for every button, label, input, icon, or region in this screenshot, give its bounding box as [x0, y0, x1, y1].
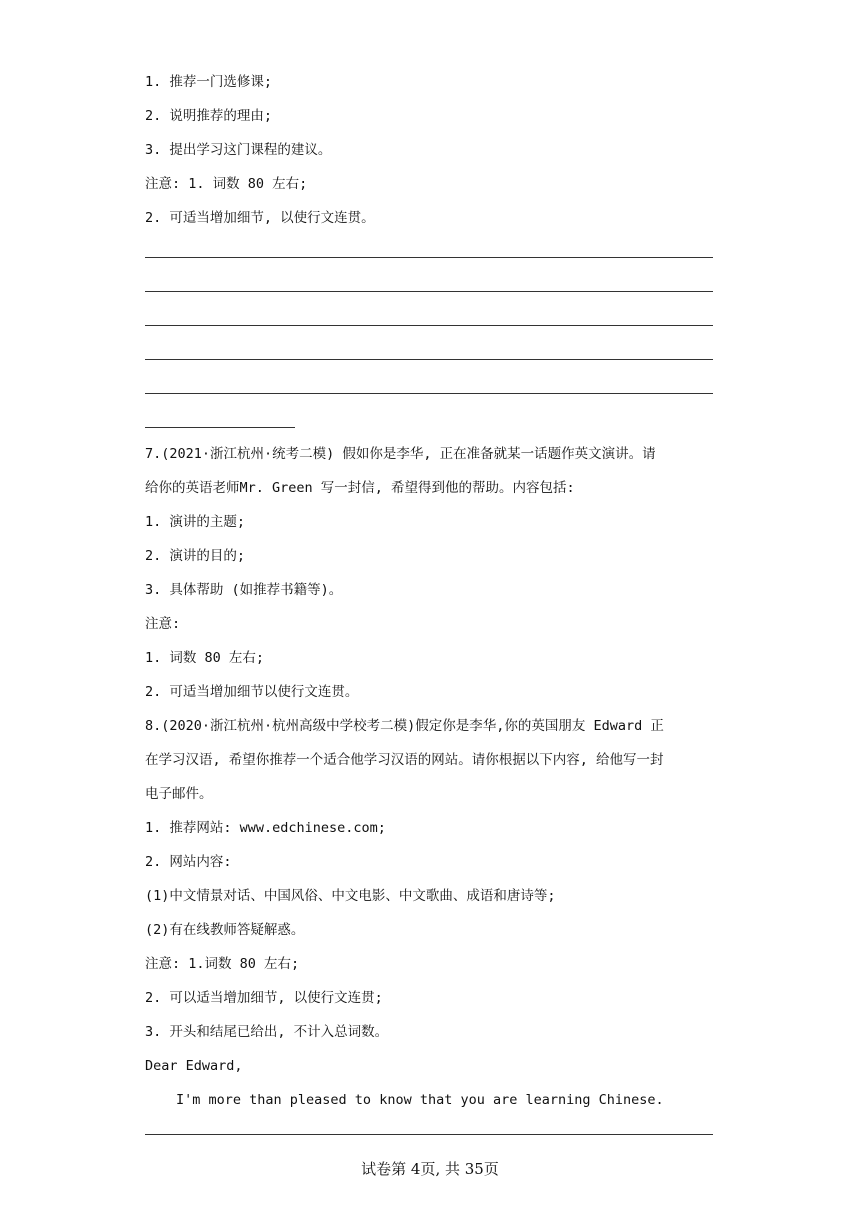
question-8-subitem-2: (2)有在线教师答疑解惑。: [145, 922, 305, 938]
question-7-item-1: 1. 演讲的主题;: [145, 514, 246, 530]
question-8-note-1: 注意: 1.词数 80 左右;: [145, 956, 300, 972]
question-8-prompt-line-3: 电子邮件。: [145, 786, 213, 802]
question-8-note-2: 2. 可以适当增加细节, 以使行文连贯;: [145, 990, 383, 1006]
question-7-prompt-line-2: 给你的英语老师Mr. Green 写一封信, 希望得到他的帮助。内容包括:: [145, 480, 575, 496]
question-8-prompt-line-2: 在学习汉语, 希望你推荐一个适合他学习汉语的网站。请你根据以下内容, 给他写一封: [145, 752, 664, 768]
answer-line: [145, 325, 713, 326]
question-8-note-3: 3. 开头和结尾已给出, 不计入总词数。: [145, 1024, 389, 1040]
note-coherence: 2. 可适当增加细节, 以使行文连贯。: [145, 210, 375, 226]
requirement-item-2: 2. 说明推荐的理由;: [145, 108, 273, 124]
question-7-prompt-line-1: 7.(2021·浙江杭州·统考二模) 假如你是李华, 正在准备就某一话题作英文演讲。请: [145, 446, 656, 462]
answer-line: [145, 1134, 713, 1135]
question-7-item-3: 3. 具体帮助 (如推荐书籍等)。: [145, 582, 343, 598]
answer-line-short: [145, 427, 295, 428]
note-word-count: 注意: 1. 词数 80 左右;: [145, 176, 308, 192]
question-8-subitem-1: (1)中文情景对话、中国风俗、中文电影、中文歌曲、成语和唐诗等;: [145, 888, 556, 904]
answer-line: [145, 257, 713, 258]
page-footer: 试卷第 4页, 共 35页: [361, 1160, 499, 1178]
question-7-note-label: 注意:: [145, 616, 181, 632]
answer-line: [145, 359, 713, 360]
question-8-item-2: 2. 网站内容:: [145, 854, 232, 870]
question-8-item-1: 1. 推荐网站: www.edchinese.com;: [145, 820, 386, 836]
requirement-item-3: 3. 提出学习这门课程的建议。: [145, 142, 332, 158]
question-7-item-2: 2. 演讲的目的;: [145, 548, 246, 564]
answer-line: [145, 291, 713, 292]
letter-salutation: Dear Edward,: [145, 1058, 243, 1074]
question-7-note-2: 2. 可适当增加细节以使行文连贯。: [145, 684, 359, 700]
question-8-prompt-line-1: 8.(2020·浙江杭州·杭州高级中学校考二模)假定你是李华,你的英国朋友 Edward 正: [145, 718, 664, 734]
requirement-item-1: 1. 推荐一门选修课;: [145, 74, 273, 90]
letter-opening-sentence: I'm more than pleased to know that you are learning Chinese.: [176, 1092, 664, 1108]
answer-line: [145, 393, 713, 394]
question-7-note-1: 1. 词数 80 左右;: [145, 650, 265, 666]
